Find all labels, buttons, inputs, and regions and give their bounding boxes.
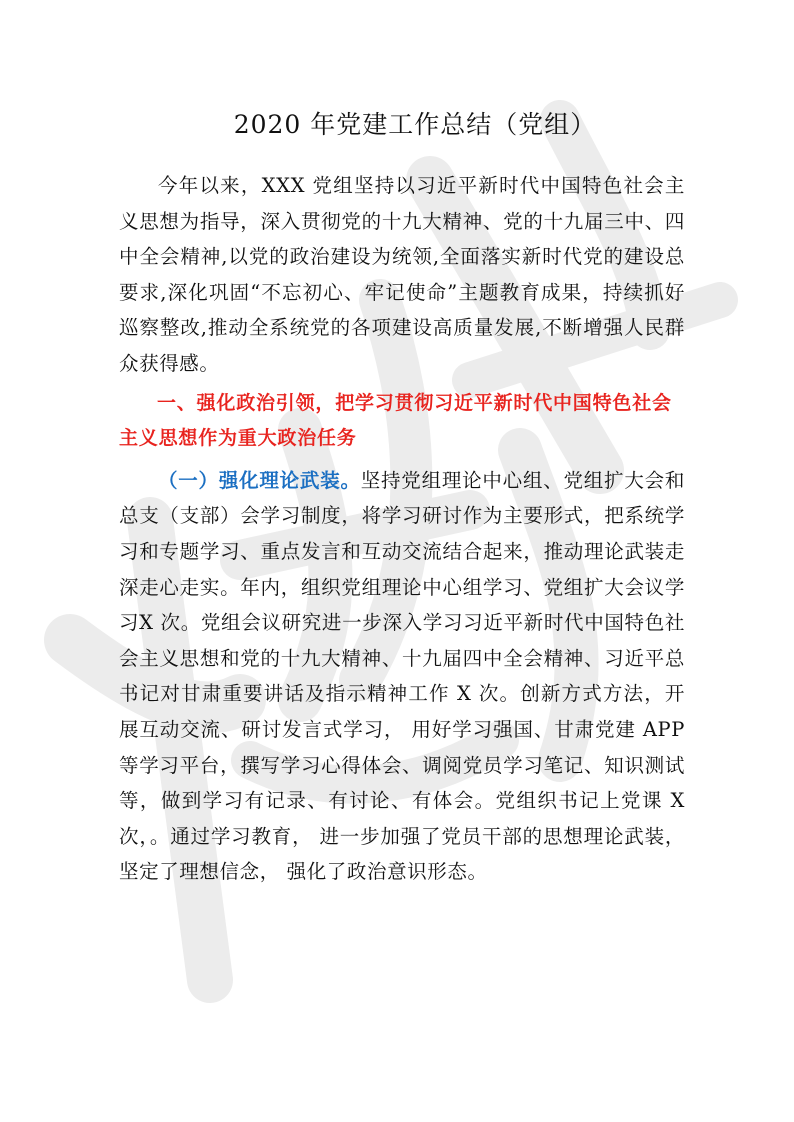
document-title: 2020 年党建工作总结（党组） [233,110,597,139]
subsection-heading: （一）强化理论武装。 [158,468,361,492]
subsection-body: 坚持党组理论中心组、党组扩大会和总支（支部）会学习制度，将学习研讨作为主要形式，把系统学习和专题学习、重点发言和互动交流结合起来，推动理论武装走深走心走实。年内，组织党组理论中心组学习、党组扩大会议学习X 次。党组会议研究进一步深入学习习近平新时代中国特色社会主义思想和党的十九大精神、十九届四中全会精神、习近平总书记对甘肃重要讲话及指示精神工作 X 次。创新方式方法，开展互动交流、研讨发言式学习， 用好学习强国、甘肃党建 APP 等学习平台，撰写学习心得体会、调阅党员学习笔记、知识测试等，做到学习有记录、有讨论、有体会。党组织书记上党课 X 次，。通过学习教育， 进一步加强了党员干部的思想理论武装，坚定了理想信念， 强化了政治意识形态。 [119,468,685,884]
subsection-paragraph [119,463,685,890]
section-heading: 一、强化政治引领，把学习贯彻习近平新时代中国特色社会主义思想作为重大政治任务 [119,391,672,450]
document-body [119,102,685,890]
intro-paragraph: 今年以来，XXX 党组坚持以习近平新时代中国特色社会主义思想为指导，深入贯彻党的十九大精神、党的十九届三中、四中全会精神,以党的政治建设为统领,全面落实新时代党的建设总要求,深化巩固“不忘初心、牢记使命”主题教育成果，持续抓好巡察整改,推动全系统党的各项建设高质量发展,不断增强人民群众获得感。 [119,174,685,375]
